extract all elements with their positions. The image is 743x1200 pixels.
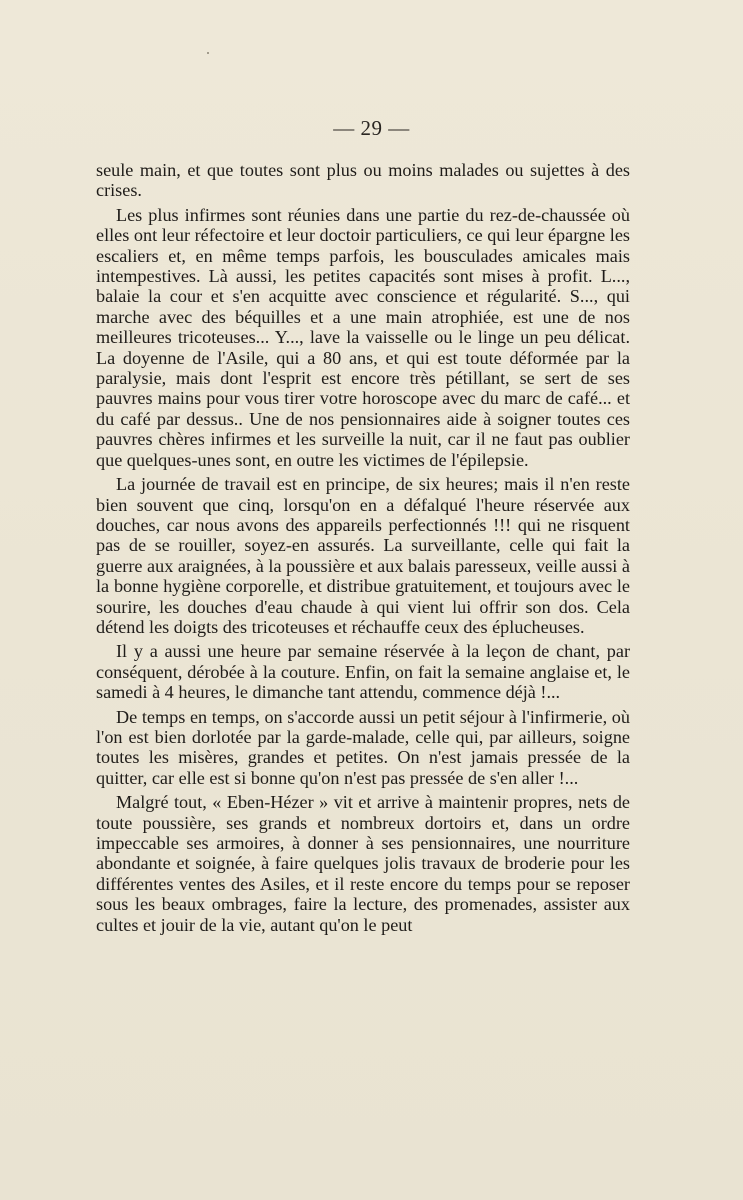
paragraph-4: Il y a aussi une heure par semaine réservée à la leçon de chant, par conséquent, dérobée à la couture. Enfin, on fait la semaine anglaise et, le samedi à 4 heures, le dimanche tant attendu, commence déjà !... [96, 641, 630, 703]
body-text [96, 160, 630, 939]
paragraph-6: Malgré tout, « Eben-Hézer » vit et arrive à maintenir propres, nets de toute poussière, ses grands et nombreux dortoirs et, dans un ordre impeccable ses armoires, à donner à ses pensionnaires, une nourriture abondante et soignée, à faire quelques jolis travaux de broderie pour les différentes ventes des Asiles, et il reste encore du temps pour se reposer sous les beaux ombrages, faire la lecture, des promenades, assister aux cultes et jouir de la vie, autant qu'on le peut [96, 792, 630, 935]
paragraph-5: De temps en temps, on s'accorde aussi un petit séjour à l'infirmerie, où l'on est bien dorlotée par la garde-malade, celle qui, par ailleurs, soigne toutes les misères, grandes et petites. On n'est jamais pressée de la quitter, car elle est si bonne qu'on n'est pas pressée de s'en aller !... [96, 706, 630, 788]
paragraph-2: Les plus infirmes sont réunies dans une partie du rez-de-chaussée où elles ont leur réfectoire et leur doctoir particuliers, ce qui leur épargne les escaliers et, en même temps parfois, les bousculades amicales mais intempestives. Là aussi, les petites capacités sont mises à profit. L..., balaie la cour et s'en acquitte avec conscience et régularité. S..., qui marche avec des béquilles et a une main atrophiée, est une de nos meilleures tricoteuses... Y..., lave la vaisselle ou le linge un peu délicat. La doyenne de l'Asile, qui a 80 ans, et qui est toute déformée par la paralysie, mais dont l'esprit est encore très pétillant, se sert de ses pauvres mains pour vous tirer votre horoscope avec du marc de café... et du café par dessus.. Une de nos pensionnaires aide à soigner toutes ces pauvres chères infirmes et les surveille la nuit, car il ne faut pas oublier que quelques-unes sont, en outre les victimes de l'épilepsie. [96, 204, 630, 470]
paragraph-1: seule main, et que toutes sont plus ou moins malades ou sujettes à des crises. [96, 160, 630, 201]
paragraph-3: La journée de travail est en principe, de six heures; mais il n'en reste bien souvent que cinq, lorsqu'on en a défalqué l'heure réservée aux douches, car nous avons des appareils perfectionnés !!! qui ne risquent pas de se rouiller, soyez-en assurés. La surveillante, celle qui fait la guerre aux araignées, à la poussière et aux balais paresseux, veille aussi à la bonne hygiène corporelle, et distribue gratuitement, et toujours avec le sourire, les douches d'eau chaude à qui vient lui offrir son dos. Cela détend les doigts des tricoteuses et réchauffe ceux des éplucheuses. [96, 474, 630, 637]
page-number: — 29 — [333, 116, 410, 140]
paper-speck [207, 52, 209, 54]
